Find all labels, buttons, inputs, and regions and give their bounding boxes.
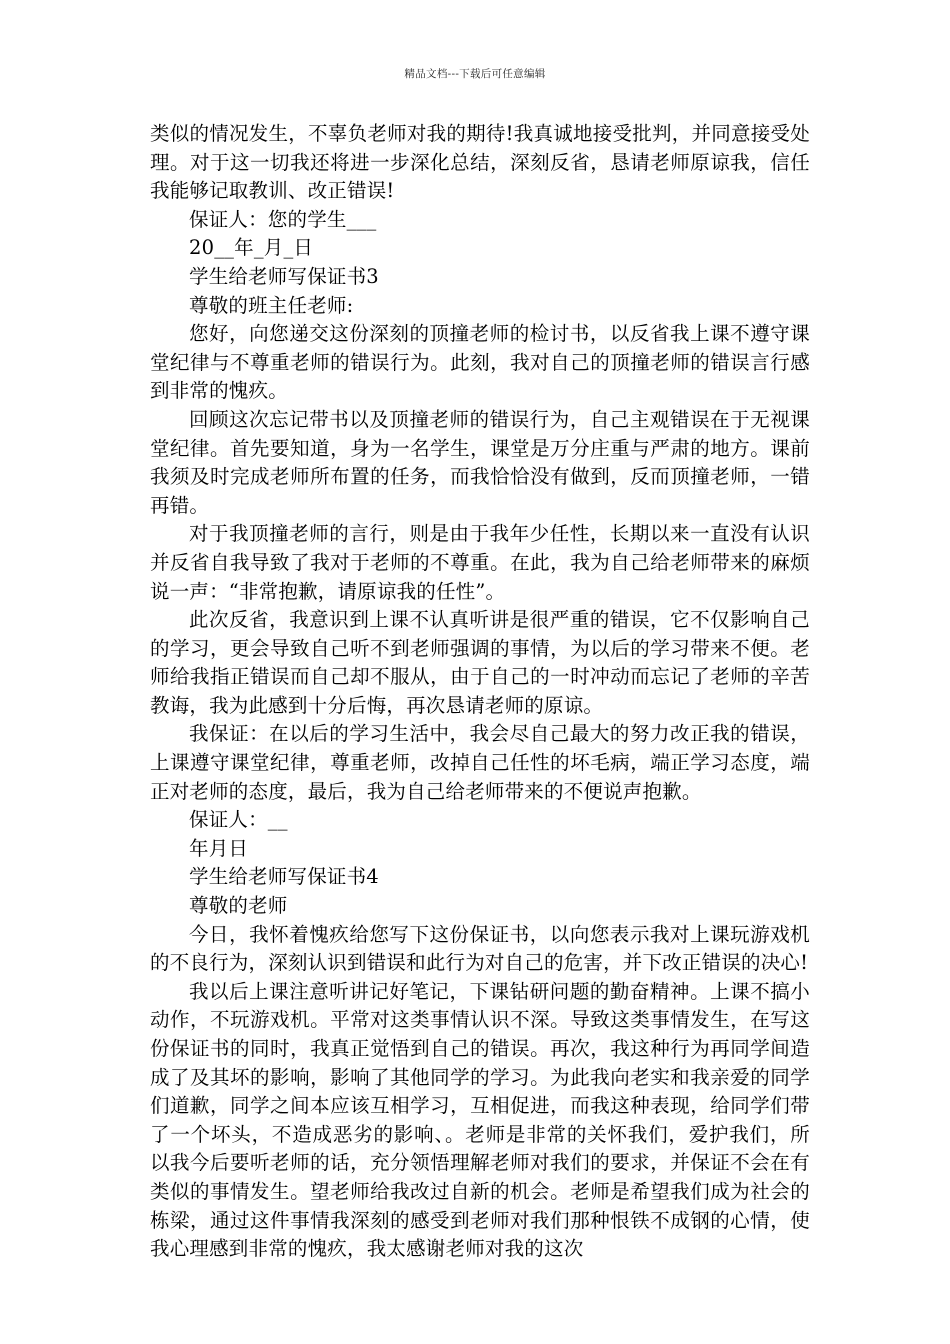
paragraph: 对于我顶撞老师的言行，则是由于我年少任性，长期以来一直没有认识并反省自我导致了我对于老师的不尊重。在此，我为自己给老师带来的麻烦说一声：“非常抱歉，请原谅我的任性”。 <box>150 522 810 603</box>
salutation: 尊敬的老师 <box>189 894 288 918</box>
salutation: 尊敬的班主任老师: <box>189 293 354 317</box>
guarantor-signature: 保证人：您的学生___ <box>189 207 377 231</box>
paragraph: 我保证：在以后的学习生活中，我会尽自己最大的努力改正我的错误，上课遵守课堂纪律，尊重老师，改掉自己任性的坏毛病，端正学习态度，端正对老师的态度，最后，我为自己给老师带来的不便说声抱歉。 <box>150 722 810 803</box>
guarantor-signature: 保证人：__ <box>189 808 288 832</box>
paragraph: 您好，向您递交这份深刻的顶撞老师的检讨书，以反省我上课不遵守课堂纪律与不尊重老师的错误行为。此刻，我对自己的顶撞老师的错误言行感到非常的愧疚。 <box>150 322 810 403</box>
paragraph: 此次反省，我意识到上课不认真听讲是很严重的错误，它不仅影响自己的学习，更会导致自己听不到老师强调的事情，为以后的学习带来不便。老师给我指正错误而自己却不服从，由于自己的一时冲动而忘记了老师的辛苦教诲，我为此感到十分后悔，再次恳请老师的原谅。 <box>150 608 810 717</box>
paragraph: 今日，我怀着愧疚给您写下这份保证书，以向您表示我对上课玩游戏机的不良行为，深刻认识到错误和此行为对自己的危害，并下改正错误的决心! <box>150 922 810 975</box>
paragraph: 我以后上课注意听讲记好笔记，下课钻研问题的勤奋精神。上课不搞小动作，不玩游戏机。平常对这类事情认识不深。导致这类事情发生，在写这份保证书的同时，我真正觉悟到自己的错误。再次，我这种行为再同学间造成了及其坏的影响，影响了其他同学的学习。为此我向老实和我亲爱的同学们道歉，同学之间本应该互相学习，互相促进，而我这种表现，给同学们带了一个坏头，不造成恶劣的影响、。老师是非常的关怀我们，爱护我们，所以我今后要听老师的话，充分领悟理解老师对我们的要求，并保证不会在有类似的事情发生。望老师给我改过自新的机会。老师是希望我们成为社会的栋梁，通过这件事情我深刻的感受到老师对我们那种恨铁不成钢的心情，使我心理感到非常的愧疚，我太感谢老师对我的这次 <box>150 979 810 1261</box>
section-title: 学生给老师写保证书3 <box>189 264 379 288</box>
paragraph: 类似的情况发生，不辜负老师对我的期待!我真诚地接受批判，并同意接受处理。对于这一切我还将进一步深化总结，深刻反省，恳请老师原谅我，信任我能够记取教训、改正错误! <box>150 122 810 203</box>
page-header: 精品文档---下载后可任意编辑 <box>404 68 546 80</box>
document-body <box>150 120 810 1264</box>
section-title: 学生给老师写保证书4 <box>189 865 379 889</box>
date-line: 年月日 <box>189 836 249 860</box>
date-line: 20__年_月_日 <box>189 236 314 260</box>
paragraph: 回顾这次忘记带书以及顶撞老师的错误行为，自己主观错误在于无视课堂纪律。首先要知道，身为一名学生，课堂是万分庄重与严肃的地方。课前我须及时完成老师所布置的任务，而我恰恰没有做到，反而顶撞老师，一错再错。 <box>150 407 810 517</box>
